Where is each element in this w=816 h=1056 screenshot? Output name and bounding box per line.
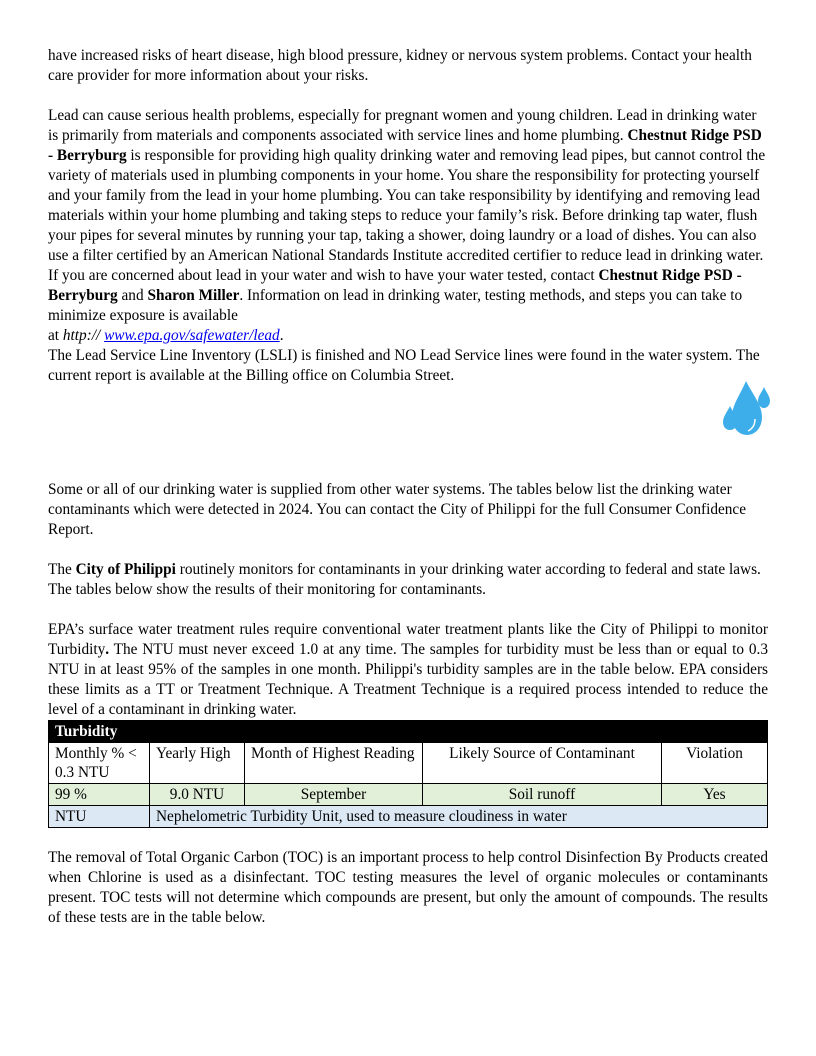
cell-likely-source: Soil runoff	[423, 784, 662, 806]
epa-lead-link[interactable]: www.epa.gov/safewater/lead	[104, 327, 280, 344]
contact-name: Sharon Miller	[147, 287, 240, 304]
epa-text-pre: EPA’s surface water treatment rules require conventional water treatment plants like the City of Philippi to monitor Turbidity	[48, 621, 768, 658]
lead-text-at: at	[48, 327, 63, 344]
epa-dot: .	[105, 641, 110, 658]
cell-yearly-high: 9.0 NTU	[150, 784, 245, 806]
lead-text-2: is responsible for providing high quality drinking water and removing lead pipes, but cannot control the variety of materials used in plumbing components in your home. You share the responsibility for protecting yourself and your family from the lead in your home plumbing. You can take responsibility by identifying and removing lead materials within your home plumbing and taking steps to reduce your family’s risk. Before drinking tap water, flush your pipes for several minutes by running your tap, taking a shower, doing laundry or a load of dishes. You can also use a filter certified by an American National Standards Institute accredited certifier to reduce lead in drinking water. If you are concerned about lead in your water and wish to have your water tested, contact	[48, 147, 766, 284]
water-drops-icon	[722, 375, 772, 447]
lead-text-1: Lead can cause serious health problems, especially for pregnant women and young children. Lead in drinking water is primarily from materials and components associated with service lines and home plumbing.	[48, 107, 757, 144]
monitor-text-pre: The	[48, 561, 76, 578]
cell-month-highest: September	[245, 784, 423, 806]
header-month-highest: Month of Highest Reading	[245, 743, 423, 784]
monitor-paragraph	[48, 560, 768, 600]
turbidity-table	[48, 720, 768, 828]
footnote-term: NTU	[49, 806, 150, 828]
lead-text-3: . Information on lead in drinking water, testing methods, and steps you can take to minimize exposure is available	[48, 287, 743, 324]
epa-text-post: The NTU must never exceed 1.0 at any time. The samples for turbidity must be less than or equal to 0.3 NTU in at least 95% of the samples in one month. Philippi's turbidity samples are in the table below. EPA considers these limits as a TT or Treatment Technique. A Treatment Technique is a required process intended to reduce the level of a contaminant in drinking water.	[48, 641, 768, 718]
lead-paragraph	[48, 106, 768, 346]
http-prefix: http://	[62, 327, 105, 344]
toc-paragraph: The removal of Total Organic Carbon (TOC) is an important process to help control Disinfection By Products created when Chlorine is used as a disinfectant. TOC testing measures the level of organic molecules or contaminants present. TOC tests will not determine which compounds are present, but only the amount of compounds. The results of these tests are in the table below.	[48, 849, 768, 926]
lsli-paragraph: The Lead Service Line Inventory (LSLI) is finished and NO Lead Service lines were found in the water system. The current report is available at the Billing office on Columbia Street.	[48, 347, 760, 384]
turbidity-table-title: Turbidity	[49, 721, 768, 743]
table-footnote-row	[49, 806, 768, 828]
table-row	[49, 784, 768, 806]
utility-name: Chestnut Ridge PSD - Berryburg	[48, 127, 762, 164]
header-violation: Violation	[662, 743, 768, 784]
header-monthly-percent: Monthly % < 0.3 NTU	[49, 743, 150, 784]
document-page	[48, 46, 768, 928]
header-yearly-high: Yearly High	[150, 743, 245, 784]
header-likely-source: Likely Source of Contaminant	[423, 743, 662, 784]
supplied-paragraph: Some or all of our drinking water is supplied from other water systems. The tables below list the drinking water contaminants which were detected in 2024. You can contact the City of Philippi for the full Consumer Confidence Report.	[48, 481, 746, 538]
city-name: City of Philippi	[75, 561, 176, 578]
footnote-definition: Nephelometric Turbidity Unit, used to measure cloudiness in water	[150, 806, 768, 828]
lead-text-and: and	[117, 287, 148, 304]
cell-violation: Yes	[662, 784, 768, 806]
health-risks-paragraph: have increased risks of heart disease, high blood pressure, kidney or nervous system problems. Contact your health care provider for more information about your risks.	[48, 47, 752, 84]
monitor-text-post: routinely monitors for contaminants in your drinking water according to federal and state laws. The tables below show the results of their monitoring for contaminants.	[48, 561, 761, 598]
utility-name: Chestnut Ridge PSD - Berryburg	[48, 267, 742, 304]
cell-monthly-percent: 99 %	[49, 784, 150, 806]
period: .	[279, 327, 284, 344]
epa-turbidity-paragraph	[48, 620, 768, 720]
